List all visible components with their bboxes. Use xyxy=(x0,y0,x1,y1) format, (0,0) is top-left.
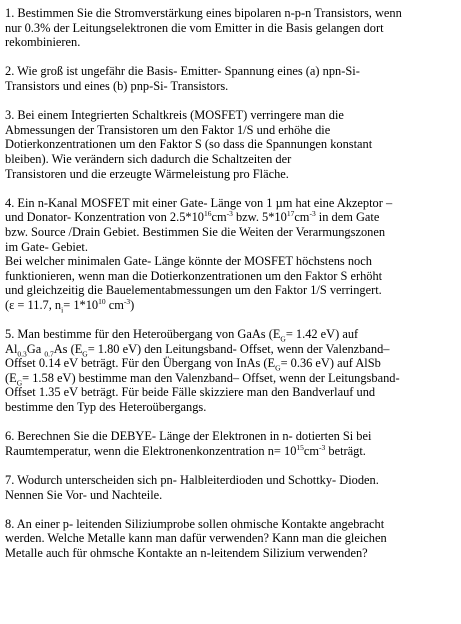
question-text-line: Abmessungen der Transistoren um den Faktor 1/S und erhöhe die xyxy=(5,122,331,137)
question-text-line: und gleichzeitig die Bauelementabmessungen um den Faktor 1/S verringert. xyxy=(5,283,382,298)
question-text-line: 4. Ein n-Kanal MOSFET mit einer Gate- Länge von 1 µm hat eine Akzeptor – xyxy=(5,195,393,210)
question-text-line: werden. Welche Metalle kann man dafür verwenden? Kann man die gleichen xyxy=(5,531,387,546)
question-text-line: rekombinieren. xyxy=(5,35,81,50)
question-text-line: Raumtemperatur, wenn die Elektronenkonzentration $n= 10^{15}cm^{-3}$ beträgt. xyxy=(5,442,366,458)
question-text-line: im Gate- Gebiet. xyxy=(5,239,88,254)
question-text-line: Offset 0.14 eV beträgt. Für den Übergang von InAs ($E_G= 0.36$ eV) auf AlSb xyxy=(5,356,381,373)
question-text-line: 6. Berechnen Sie die DEBYE- Länge der Elektronen in n- dotierten Si bei xyxy=(5,429,372,444)
question-text-line: Nennen Sie Vor- und Nachteile. xyxy=(5,487,163,502)
question-text-line: Metalle auch für ohmsche Kontakte an n-leitendem Silizium verwenden? xyxy=(5,545,368,560)
question-text-line: Dotierkonzentrationen um den Faktor S (so dass die Spannungen konstant xyxy=(5,137,373,152)
question-text-line: Bei welcher minimalen Gate- Länge könnte der MOSFET höchstens noch xyxy=(5,254,372,269)
question-text-line: bzw. Source /Drain Gebiet. Bestimmen Sie die Weiten der Verarmungszonen xyxy=(5,224,386,239)
question-text-line: 3. Bei einem Integrierten Schaltkreis (MOSFET) verringere man die xyxy=(5,108,344,123)
question-2 xyxy=(5,64,457,93)
question-text-line: Transistors und eines (b) pnp-Si- Transistors. xyxy=(5,78,229,93)
question-8 xyxy=(5,517,457,561)
question-6 xyxy=(5,429,457,458)
question-text-line: Transistoren und die erzeugte Wärmeleistung pro Fläche. xyxy=(5,166,289,181)
question-5 xyxy=(5,327,457,415)
question-text-line: 2. Wie groß ist ungefähr die Basis- Emitter- Spannung eines (a) npn-Si- xyxy=(5,64,360,79)
exercise-sheet xyxy=(5,6,457,561)
question-text-line: funktionieren, wenn man die Dotierkonzentrationen um den Faktor S erhöht xyxy=(5,268,383,283)
question-text-line: 7. Wodurch unterscheiden sich pn- Halbleiterdioden und Schottky- Dioden. xyxy=(5,473,379,487)
question-7 xyxy=(5,473,457,502)
question-text-line: 5. Man bestimme für den Heteroübergang von GaAs ($E_G= 1.42$ eV) auf xyxy=(5,327,359,344)
question-text-line: (ε = 11.7, $n_i= 1*10^{10}$ $cm^{-3}$) xyxy=(5,296,135,315)
question-text-line: $Al_{0.3}Ga$ $_{0.7}$As ($E_G= 1.80$ eV) den Leitungsband- Offset, wenn der Valenzband– xyxy=(5,341,390,359)
question-3 xyxy=(5,108,457,181)
question-4 xyxy=(5,196,457,313)
question-1 xyxy=(5,6,457,50)
question-text-line: 1. Bestimmen Sie die Stromverstärkung eines bipolaren n-p-n Transistors, wenn xyxy=(5,6,402,20)
question-text-line: und Donator- Konzentration von $2.5*10^{16}cm^{-3}$ bzw. $5*10^{17}cm^{-3}$ in dem Gate xyxy=(5,209,380,225)
question-text-line: bestimme den Typ des Heteroübergangs. xyxy=(5,400,207,415)
question-text-line: bleiben). Wie verändern sich dadurch die Schaltzeiten der xyxy=(5,151,292,166)
question-text-line: ($E_G= 1.58$ eV) bestimme man den Valenzband– Offset, wenn der Leitungsband- xyxy=(5,370,400,388)
question-text-line: Offset 1.35 eV beträgt. Für beide Fälle skizziere man den Bandverlauf und xyxy=(5,385,376,400)
question-text-line: nur 0.3% der Leitungselektronen die vom Emitter in die Basis gelangen dort xyxy=(5,20,384,35)
question-text-line: 8. An einer p- leitenden Siliziumprobe sollen ohmische Kontakte angebracht xyxy=(5,516,385,531)
